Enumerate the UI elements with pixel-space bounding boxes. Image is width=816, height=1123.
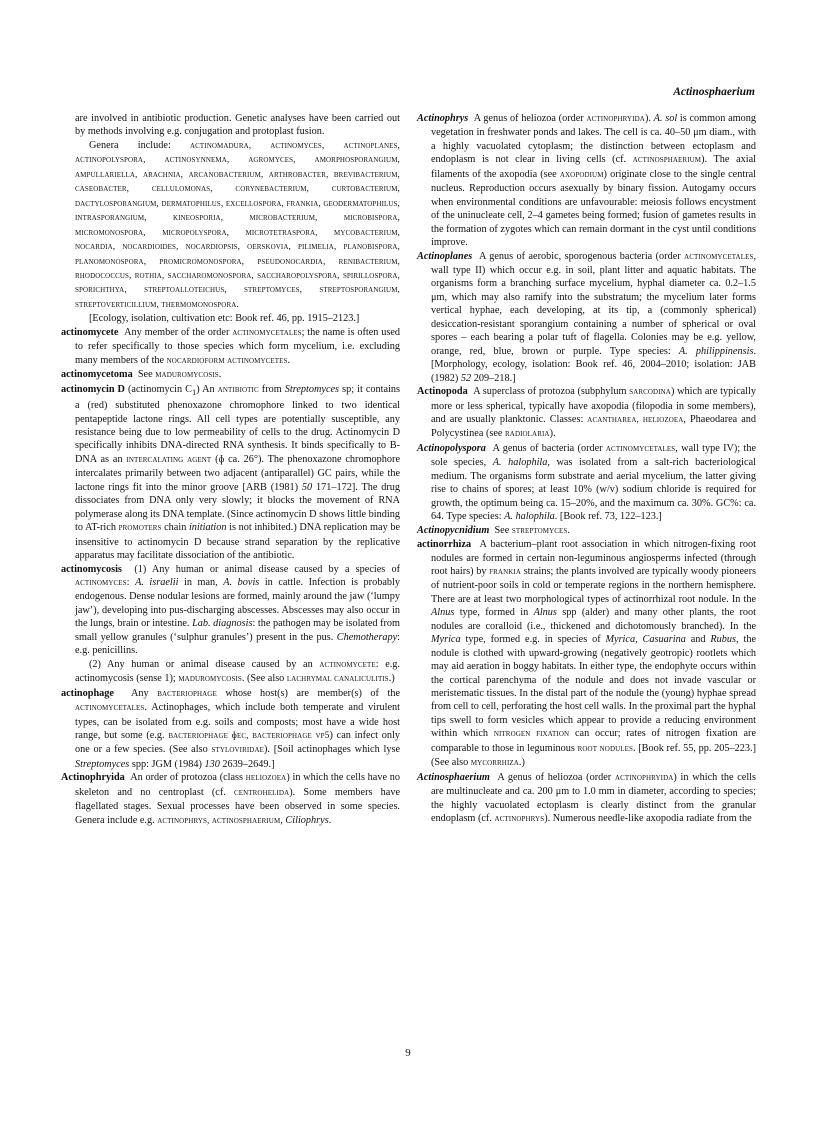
entry-actinoplanes: Actinoplanes A genus of aerobic, sporogenous bacteria (order actinomycetales, wall type II) which occur e.g. in soil, plant litter and aquatic habitats. The organisms form a branching surface mycelium, hyphal diameter ca. 0.2–1.5 μm, which may also ramify into the substratum; the mycelium later forms vertical hyphae, each developing, at its tip, a (commonly spherical) desiccation-resistant sporangium containing a number of spherical or oval spores – each bearing a polar tuft of flagella. Colonies may be e.g. yellow, orange, red, blue, brown or purple. Type species: A. philippinensis. [Morphology, ecology, isolation: Book ref. 46, 2004–2010; isolation: JAB (1982) 52 209–218.] [417, 250, 757, 384]
entry-actinophage: actinophage Any bacteriophage whose host(s) are member(s) of the actinomycetales. Actinophages, which include both temperate and virulent types, can be isolated from e.g. soils and composts; most have a wide host range, but some (e.g. bacteriophage ɸec, bacteriophage vp5) can infect only one or a few species. (See also styloviridae). [Soil actinophages which lyse Streptomyces spp: JGM (1984) 130 2639–2649.] [61, 687, 400, 770]
headword: actinomycetoma [61, 369, 133, 381]
entry-actinomycin-d: actinomycin D (actinomycin $C_1$) An antibiotic from Streptomyces sp; it contains a (red) substituted phenoxazone chromophore linked to two identical pentapeptide lactone rings. All cell types are potentially susceptible, any resistance being due to low permeability of cells to the drug. Actinomycin D specifically inhibits DNA-directed RNA synthesis. It binds specifically to B-DNA as an intercalating agent (ɸ ca. 26°). The phenoxazone chromophore intercalates primarily between two adjacent (antiparallel) GC pairs, while the lactone rings fit into the minor groove [ARB (1981) 50 171–172]. The drug dissociates from DNA only very slowly; it blocks the movement of RNA polymerase along its DNA template. (Since actinomycin D shows little binding to AT-rich promoters chain initiation is not inhibited.) DNA replication may be insensitive to actinomycin D because strand separation by the replicative apparatus may facilitate dissociation of the antibiotic. [61, 383, 401, 562]
reference-note: [Ecology, isolation, cultivation etc: Book ref. 46, pp. 1915–2123.] [89, 313, 360, 325]
headword: actinophage [61, 687, 114, 699]
entry-actinomycetoma: actinomycetoma See maduromycosis. [61, 369, 222, 381]
headword: actinorrhiza [417, 539, 472, 551]
entry-actinomycosis: actinomycosis (1) Any human or animal disease caused by a species of actinomyces: A. israelii in man, A. bovis in cattle. Infection is probably endogenous. Dense nodular lesions are formed, mainly around the jaw (‘lumpy jaw’), developing into pus-discharging abscesses. Abscesses may also occur in the lungs, brain or intestine. Lab. diagnosis: the pathogen may be isolated from small yellow granules (‘sulphur granules’) present in the pus. Chemotherapy: e.g. penicillins. [61, 563, 401, 657]
entry-actinopycnidium: Actinopycnidium See streptomyces. [417, 524, 570, 536]
entry-actinosphaerium: Actinosphaerium A genus of heliozoa (order actinophryida) in which the cells are multinucleate and ca. 200 μm to 1.0 mm in diameter, according to species; the highly vacuolated ectoplasm is clearly distinct from the granular endoplasm (cf. actinophrys). Numerous needle-like axopodia radiate from the [417, 771, 757, 825]
headword: Actinosphaerium [417, 771, 490, 783]
page-number: 9 [405, 1047, 411, 1059]
headword: Actinopolyspora [417, 442, 486, 454]
headword: Actinoplanes [417, 250, 473, 262]
entry-actinophryida: Actinophryida An order of protozoa (class heliozoea) in which the cells have no skeleton and no centroplast (cf. centrohelida). Some members have flagellated stages. Sexual processes have been observed in some species. Genera include e.g. actinophrys, actinosphaerium, Ciliophrys. [61, 772, 401, 826]
headword: Actinophryida [61, 772, 125, 784]
entry-actinorrhiza: actinorrhiza A bacterium–plant root association in which nitrogen-fixing root nodules are formed in certain non-leguminous angiosperms infected (through root hairs) by frankia strains; the plants involved are typically woody pioneers of nutrient-poor soils in cold or temperate regions in the northern hemisphere. There are at least two morphological types of actinorrhizal root nodule. In the Alnus type, formed in Alnus spp (alder) and many other plants, the root nodules are coralloid (i.e., thickened and dichotomously branched). In the Myrica type, formed e.g. in species of Myrica, Casuarina and Rubus, the nodule is clothed with upward-growing (negatively geotropic) rootlets which may aid aeration in boggy habitats. In either type, the endophyte occurs within the cortical parenchyma of the nodule and does not invade vascular or meristematic tissues. In the distal part of the nodule the (young) hyphae spread from cell to cell, perforating the host cell walls. In the proximal part the hyphal tips swell to form vesicles which appear to provide a reducing environment within which nitrogen fixation can occur; rates of nitrogen fixation are comparable to those in leguminous root nodules. [Book ref. 55, pp. 205–223.] (See also mycorrhiza.) [417, 539, 757, 769]
left-column [61, 112, 400, 828]
entry-actinopoda: Actinopoda A superclass of protozoa (subphylum sarcodina) which are typically more or less spherical, typically have axopodia (filopodia in some members), and are usually planktonic. Classes: acantharea, heliozoea, Phaeodarea and Polycystinea (see radiolaria). [417, 386, 757, 440]
headword: Actinopoda [417, 386, 468, 398]
headword: actinomycete [61, 326, 119, 338]
right-column [417, 112, 756, 828]
running-head: Actinosphaerium [673, 86, 755, 98]
entry-actinophrys: Actinophrys A genus of heliozoa (order actinophryida). A. sol is common among vegetation in freshwater ponds and lakes. The cell is ca. 40–50 μm diam., with a highly vacuolated cytoplasm; the distinction between ectoplasm and endoplasm is not clear in living cells (cf. actinosphaerium). The axial filaments of the axopodia (see axopodium) originate close to the single central nucleus. Reproduction occurs asexually by binary fission. Autogamy occurs when environmental conditions are unfavourable: meiosis follows encystment of the uninucleate cell, 2–4 gametes being formed; fusion of gametes results in the formation of zygotes which can remain dormant in the cyst until conditions improve. [417, 113, 757, 249]
headword: Actinopycnidium [417, 524, 490, 536]
dictionary-columns [61, 112, 756, 828]
headword: actinomycin D [61, 383, 125, 395]
entry-actinomycosis-sense-2: (2) Any human or animal disease caused by an actinomycete: e.g. actinomycosis (sense 1); maduromycosis. (See also lachrymal canaliculitis.) [75, 658, 400, 685]
entry-actinomycete: actinomycete Any member of the order actinomycetales; the name is often used to refer specifically to those species which form mycelium, i.e. excluding many members of the nocardioform actinomycetes. [61, 326, 400, 366]
entry-actinopolyspora: Actinopolyspora A genus of bacteria (order actinomycetales, wall type IV); the sole species, A. halophila, was isolated from a salt-rich bacteriological medium. The organisms form substrate and aerial mycelium, the latter giving rise to chains of spores; at least 10% (w/v) sodium chloride is required for growth, the optimum being ca. 15–20%, and the maximum ca. 30%. GC%: ca. 64. Type species: A. halophila. [Book ref. 73, 122–123.] [417, 442, 757, 523]
entry-continuation: are involved in antibiotic production. Genetic analyses have been carried out by methods involving e.g. conjugation and protoplast fusion. [75, 113, 400, 138]
genera-list: Genera include: actinomadura, actinomyces, actinoplanes, actinopolyspora, actinosynnema, agromyces, amorphosporangium, ampullariella, arachnia, arcanobacterium, arthrobacter, brevibacterium, caseobacter, cellulomonas, corynebacterium, curtobacterium, dactylosporangium, dermatophilus, excellospora, frankia, geodermatophilus, intrasporangium, kineosporia, microbacterium, microbispora, micromonospora, micropolyspora, microtetraspora, mycobacterium, nocardia, nocardioides, nocardiopsis, oerskovia, pilimelia, planobispora, planomonospora, promicromonospora, pseudonocardia, renibacterium, rhodococcus, rothia, saccharomonospora, saccharopolyspora, spirillospora, sporichthya, streptoalloteichus, streptomyces, streptosporangium, streptoverticillium, thermomonospora. [75, 139, 401, 310]
headword: actinomycosis [61, 563, 122, 575]
headword: Actinophrys [417, 113, 469, 124]
